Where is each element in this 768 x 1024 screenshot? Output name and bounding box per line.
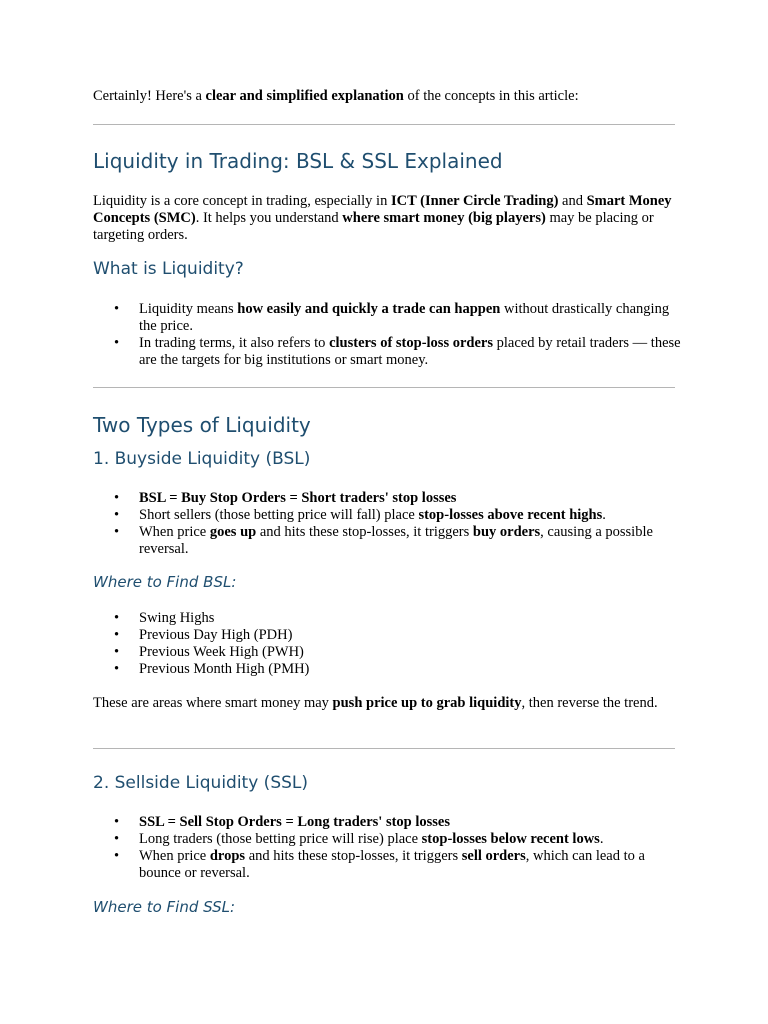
item-text: and hits these stop-losses, it triggers [256,524,473,540]
ssl-list [93,814,683,882]
item-text: Liquidity means [139,301,238,317]
divider [93,387,675,388]
item-bold: clusters of stop-loss orders [329,335,493,351]
bsl-note-paragraph [93,695,683,712]
item-text: In trading terms, it also refers to [139,335,330,351]
overview-bold: Smart Money Concepts (SMC) [93,193,672,226]
item-text: . [602,507,606,523]
overview-bold: where smart money (big players) [342,210,546,226]
list-item: • Swing Highs [93,610,683,627]
item-bold: buy orders [472,524,541,540]
item-text: placed by retail traders — these are the targets for big institutions or smart money. [139,335,681,368]
item-text: When price [139,848,210,864]
item-bold: sell orders [461,848,526,864]
item-bold: BSL = Buy Stop Orders = Short traders' stop losses [139,490,457,506]
intro-text-end: of the concepts in this article: [403,88,579,104]
bsl-list [93,490,683,558]
list-item [93,848,683,882]
overview-text: Liquidity is a core concept in trading, especially in [93,193,391,209]
item-text: When price [139,524,210,540]
section-heading-what: What is Liquidity? [93,259,244,279]
list-item [93,335,683,369]
divider [93,124,675,125]
note-text: , then reverse the trend. [521,695,658,711]
list-item: • Previous Month High (PMH) [93,661,683,678]
overview-paragraph [93,193,683,244]
section-heading-types: Two Types of Liquidity [93,413,311,437]
item-bold: how easily and quickly a trade can happen [237,301,501,317]
overview-text: may be placing or targeting orders. [93,210,654,243]
item-bold: drops [209,848,246,864]
item-bold: stop-losses below recent lows [421,831,600,847]
section-heading-ssl: 2. Sellside Liquidity (SSL) [93,773,308,793]
item-text: Long traders (those betting price will rise) place [139,831,422,847]
item-bold: SSL = Sell Stop Orders = Long traders' stop losses [139,814,450,830]
item-text: , causing a possible reversal. [139,524,653,557]
intro-paragraph [93,88,683,105]
item-text: . [599,831,604,847]
overview-text: and [558,193,587,209]
item-text: and hits these stop-losses, it triggers [245,848,462,864]
overview-text: . It helps you understand [195,210,343,226]
item-bold: stop-losses above recent highs [418,507,603,523]
list-item [93,301,683,335]
list-item [93,831,683,848]
bsl-where-list [93,610,683,678]
subheading-where-ssl: Where to Find SSL: [93,898,236,916]
list-item [93,490,683,507]
what-list [93,301,683,369]
page-title: Liquidity in Trading: BSL & SSL Explained [93,149,503,173]
item-text: without drastically changing the price. [139,301,670,334]
intro-bold: clear and simplified explanation [205,88,404,104]
section-heading-bsl: 1. Buyside Liquidity (BSL) [93,449,311,469]
overview-bold: ICT (Inner Circle Trading) [390,193,559,209]
item-text: , which can lead to a bounce or reversal. [139,848,645,881]
list-item: • Previous Week High (PWH) [93,644,683,661]
list-item: • Previous Day High (PDH) [93,627,683,644]
divider [93,748,675,749]
note-bold: push price up to grab liquidity [332,695,522,711]
item-text: Short sellers (those betting price will fall) place [139,507,419,523]
subheading-where-bsl: Where to Find BSL: [93,573,237,591]
list-item [93,507,683,524]
list-item [93,814,683,831]
note-text: These are areas where smart money may [93,695,333,711]
intro-text: Certainly! Here's a [93,88,206,104]
item-bold: goes up [209,524,257,540]
list-item [93,524,683,558]
